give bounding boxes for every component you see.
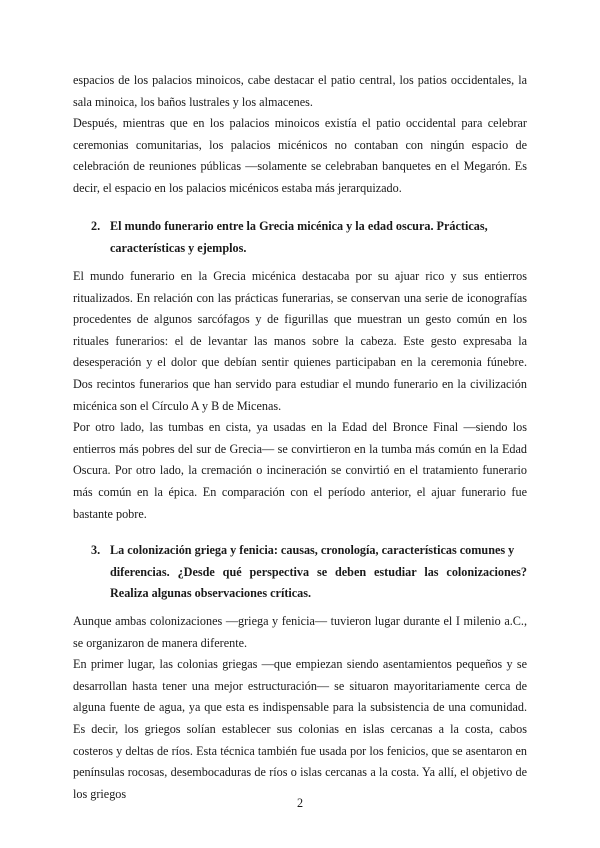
section-number: 3. [91, 543, 101, 557]
intro-text [73, 70, 527, 200]
paragraph: Por otro lado, las tumbas en cista, ya usadas en la Edad del Bronce Final —siendo los entierros más pobres del sur de Grecia— se convirtieron en la tumba más común en la Edad Oscura. Por otro lado, la cremación o incineración se convirtió en el tratamiento funerario más común en la épica. En comparación con el período anterior, el ajuar funerario fue bastante pobre. [73, 420, 527, 521]
section-title-line: características y ejemplos. [110, 240, 247, 255]
section-title-line: La colonización griega y fenicia: causas, cronología, características comunes y [110, 543, 515, 557]
section-3-body [73, 611, 527, 805]
section-title-line: diferencias. ¿Desde qué perspectiva se deben estudiar las colonizaciones? Realiza algunas observaciones críticas. [110, 564, 527, 601]
paragraph: espacios de los palacios minoicos, cabe destacar el patio central, los patios occidentales, la sala minoica, los baños lustrales y los almacenes. [73, 73, 527, 109]
paragraph: En primer lugar, las colonias griegas —que empiezan siendo asentamientos pequeños y se desarrollan hasta tener una mejor estructuración— se situaron mayoritariamente cerca de alguna fuente de agua, ya que esta es indispensable para la subsistencia de una comunidad. Es decir, los griegos solían establecer sus colonias en islas cercanas a la costa, cabos costeros y deltas de ríos. Esta técnica también fue usada por los fenicios, que se asentaron en penínsulas rocosas, desembocaduras de ríos o islas cercanas a la costa. Ya allí, el objetivo de los griegos [73, 657, 527, 801]
paragraph: Después, mientras que en los palacios minoicos existía el patio occidental para celebrar ceremonias comunitarias, los palacios micénicos no contaban con ningún espacio de celebración de reuniones públicas —solamente se celebraban banquetes en el Megarón. Es decir, el espacio en los palacios micénicos estaba más jerarquizado. [73, 116, 527, 195]
page-number: 2 [296, 796, 304, 810]
section-2-body [73, 266, 527, 525]
section-number: 2. [91, 219, 101, 233]
paragraph: El mundo funerario en la Grecia micénica destacaba por su ajuar rico y sus entierros ritualizados. En relación con las prácticas funerarias, se conservan una serie de iconografías procedentes de algunos sarcófagos y de figurillas que muestran un gesto común en los rituales funerarios: el de levantar las manos sobre la cabeza. Este gesto expresaba la desesperación y el dolor que debían sentir quienes participaban en la ceremonia fúnebre. Dos recintos funerarios que han servido para estudiar el mundo funerario en la civilización micénica son el Círculo A y B de Micenas. [73, 269, 527, 413]
section-2-heading [91, 216, 527, 259]
section-3-heading [91, 540, 527, 605]
section-title-line: El mundo funerario entre la Grecia micénica y la edad oscura. Prácticas, [110, 219, 488, 233]
paragraph: Aunque ambas colonizaciones —griega y fenicia— tuvieron lugar durante el I milenio a.C., se organizaron de manera diferente. [73, 614, 527, 650]
